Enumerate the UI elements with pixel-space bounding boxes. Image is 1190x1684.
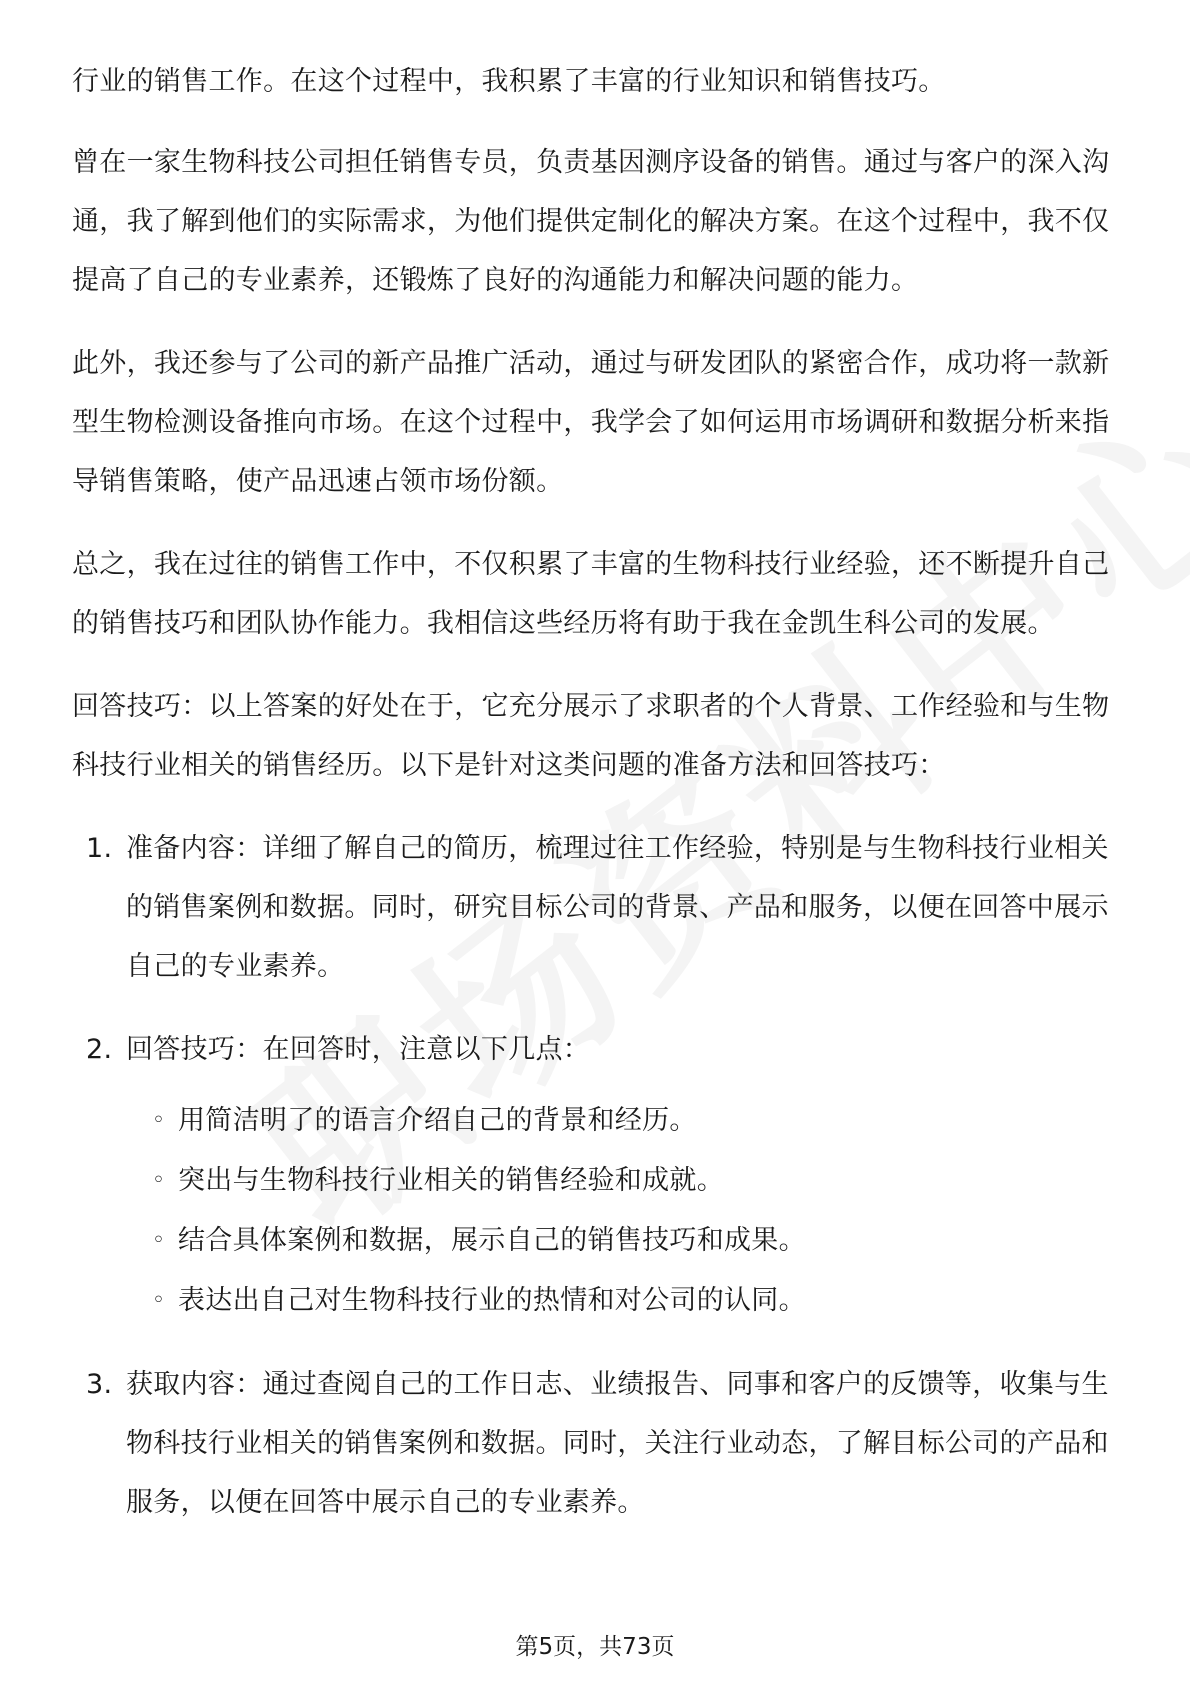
sub-list-item	[126, 1151, 1118, 1211]
bullet-icon: ◦	[152, 1168, 166, 1193]
list-number: 1.	[86, 833, 113, 864]
sub-list-item	[126, 1271, 1118, 1331]
list-item	[72, 1355, 1118, 1532]
list-item	[72, 1020, 1118, 1331]
list-item-text: 获取内容：通过查阅自己的工作日志、业绩报告、同事和客户的反馈等，收集与生物科技行业相关的销售案例和数据。同时，关注行业动态，了解目标公司的产品和服务，以便在回答中展示自己的专业素养。	[126, 1369, 1109, 1518]
sub-list-text: 表达出自己对生物科技行业的热情和对公司的认同。	[178, 1285, 806, 1316]
bullet-icon: ◦	[152, 1228, 166, 1253]
list-number: 2.	[86, 1034, 113, 1065]
paragraph: 总之，我在过往的销售工作中，不仅积累了丰富的生物科技行业经验，还不断提升自己的销售技巧和团队协作能力。我相信这些经历将有助于我在金凯生科公司的发展。	[72, 549, 1110, 639]
sub-list-text: 突出与生物科技行业相关的销售经验和成就。	[178, 1165, 724, 1196]
list-item-text: 回答技巧：在回答时，注意以下几点：	[126, 1034, 591, 1065]
sub-list	[126, 1091, 1118, 1331]
numbered-list	[72, 819, 1118, 1532]
sub-list-text: 用简洁明了的语言介绍自己的背景和经历。	[178, 1105, 697, 1136]
list-item-text: 准备内容：详细了解自己的简历，梳理过往工作经验，特别是与生物科技行业相关的销售案例和数据。同时，研究目标公司的背景、产品和服务，以便在回答中展示自己的专业素养。	[126, 833, 1109, 982]
sub-list-text: 结合具体案例和数据，展示自己的销售技巧和成果。	[178, 1225, 806, 1256]
paragraph: 曾在一家生物科技公司担任销售专员，负责基因测序设备的销售。通过与客户的深入沟通，我了解到他们的实际需求，为他们提供定制化的解决方案。在这个过程中，我不仅提高了自己的专业素养，还锻炼了良好的沟通能力和解决问题的能力。	[72, 147, 1110, 296]
paragraph: 此外，我还参与了公司的新产品推广活动，通过与研发团队的紧密合作，成功将一款新型生物检测设备推向市场。在这个过程中，我学会了如何运用市场调研和数据分析来指导销售策略，使产品迅速占领市场份额。	[72, 348, 1110, 497]
paragraph: 行业的销售工作。在这个过程中，我积累了丰富的行业知识和销售技巧。	[72, 66, 946, 97]
bullet-icon: ◦	[152, 1288, 166, 1313]
document-body	[72, 52, 1118, 1556]
bullet-icon: ◦	[152, 1108, 166, 1133]
sub-list-item	[126, 1091, 1118, 1151]
list-item	[72, 819, 1118, 996]
sub-list-item	[126, 1211, 1118, 1271]
answer-tips-paragraph: 回答技巧：以上答案的好处在于，它充分展示了求职者的个人背景、工作经验和与生物科技行业相关的销售经历。以下是针对这类问题的准备方法和回答技巧：	[72, 691, 1110, 781]
list-number: 3.	[86, 1369, 113, 1400]
page-number: 第5页，共73页	[515, 1634, 675, 1660]
